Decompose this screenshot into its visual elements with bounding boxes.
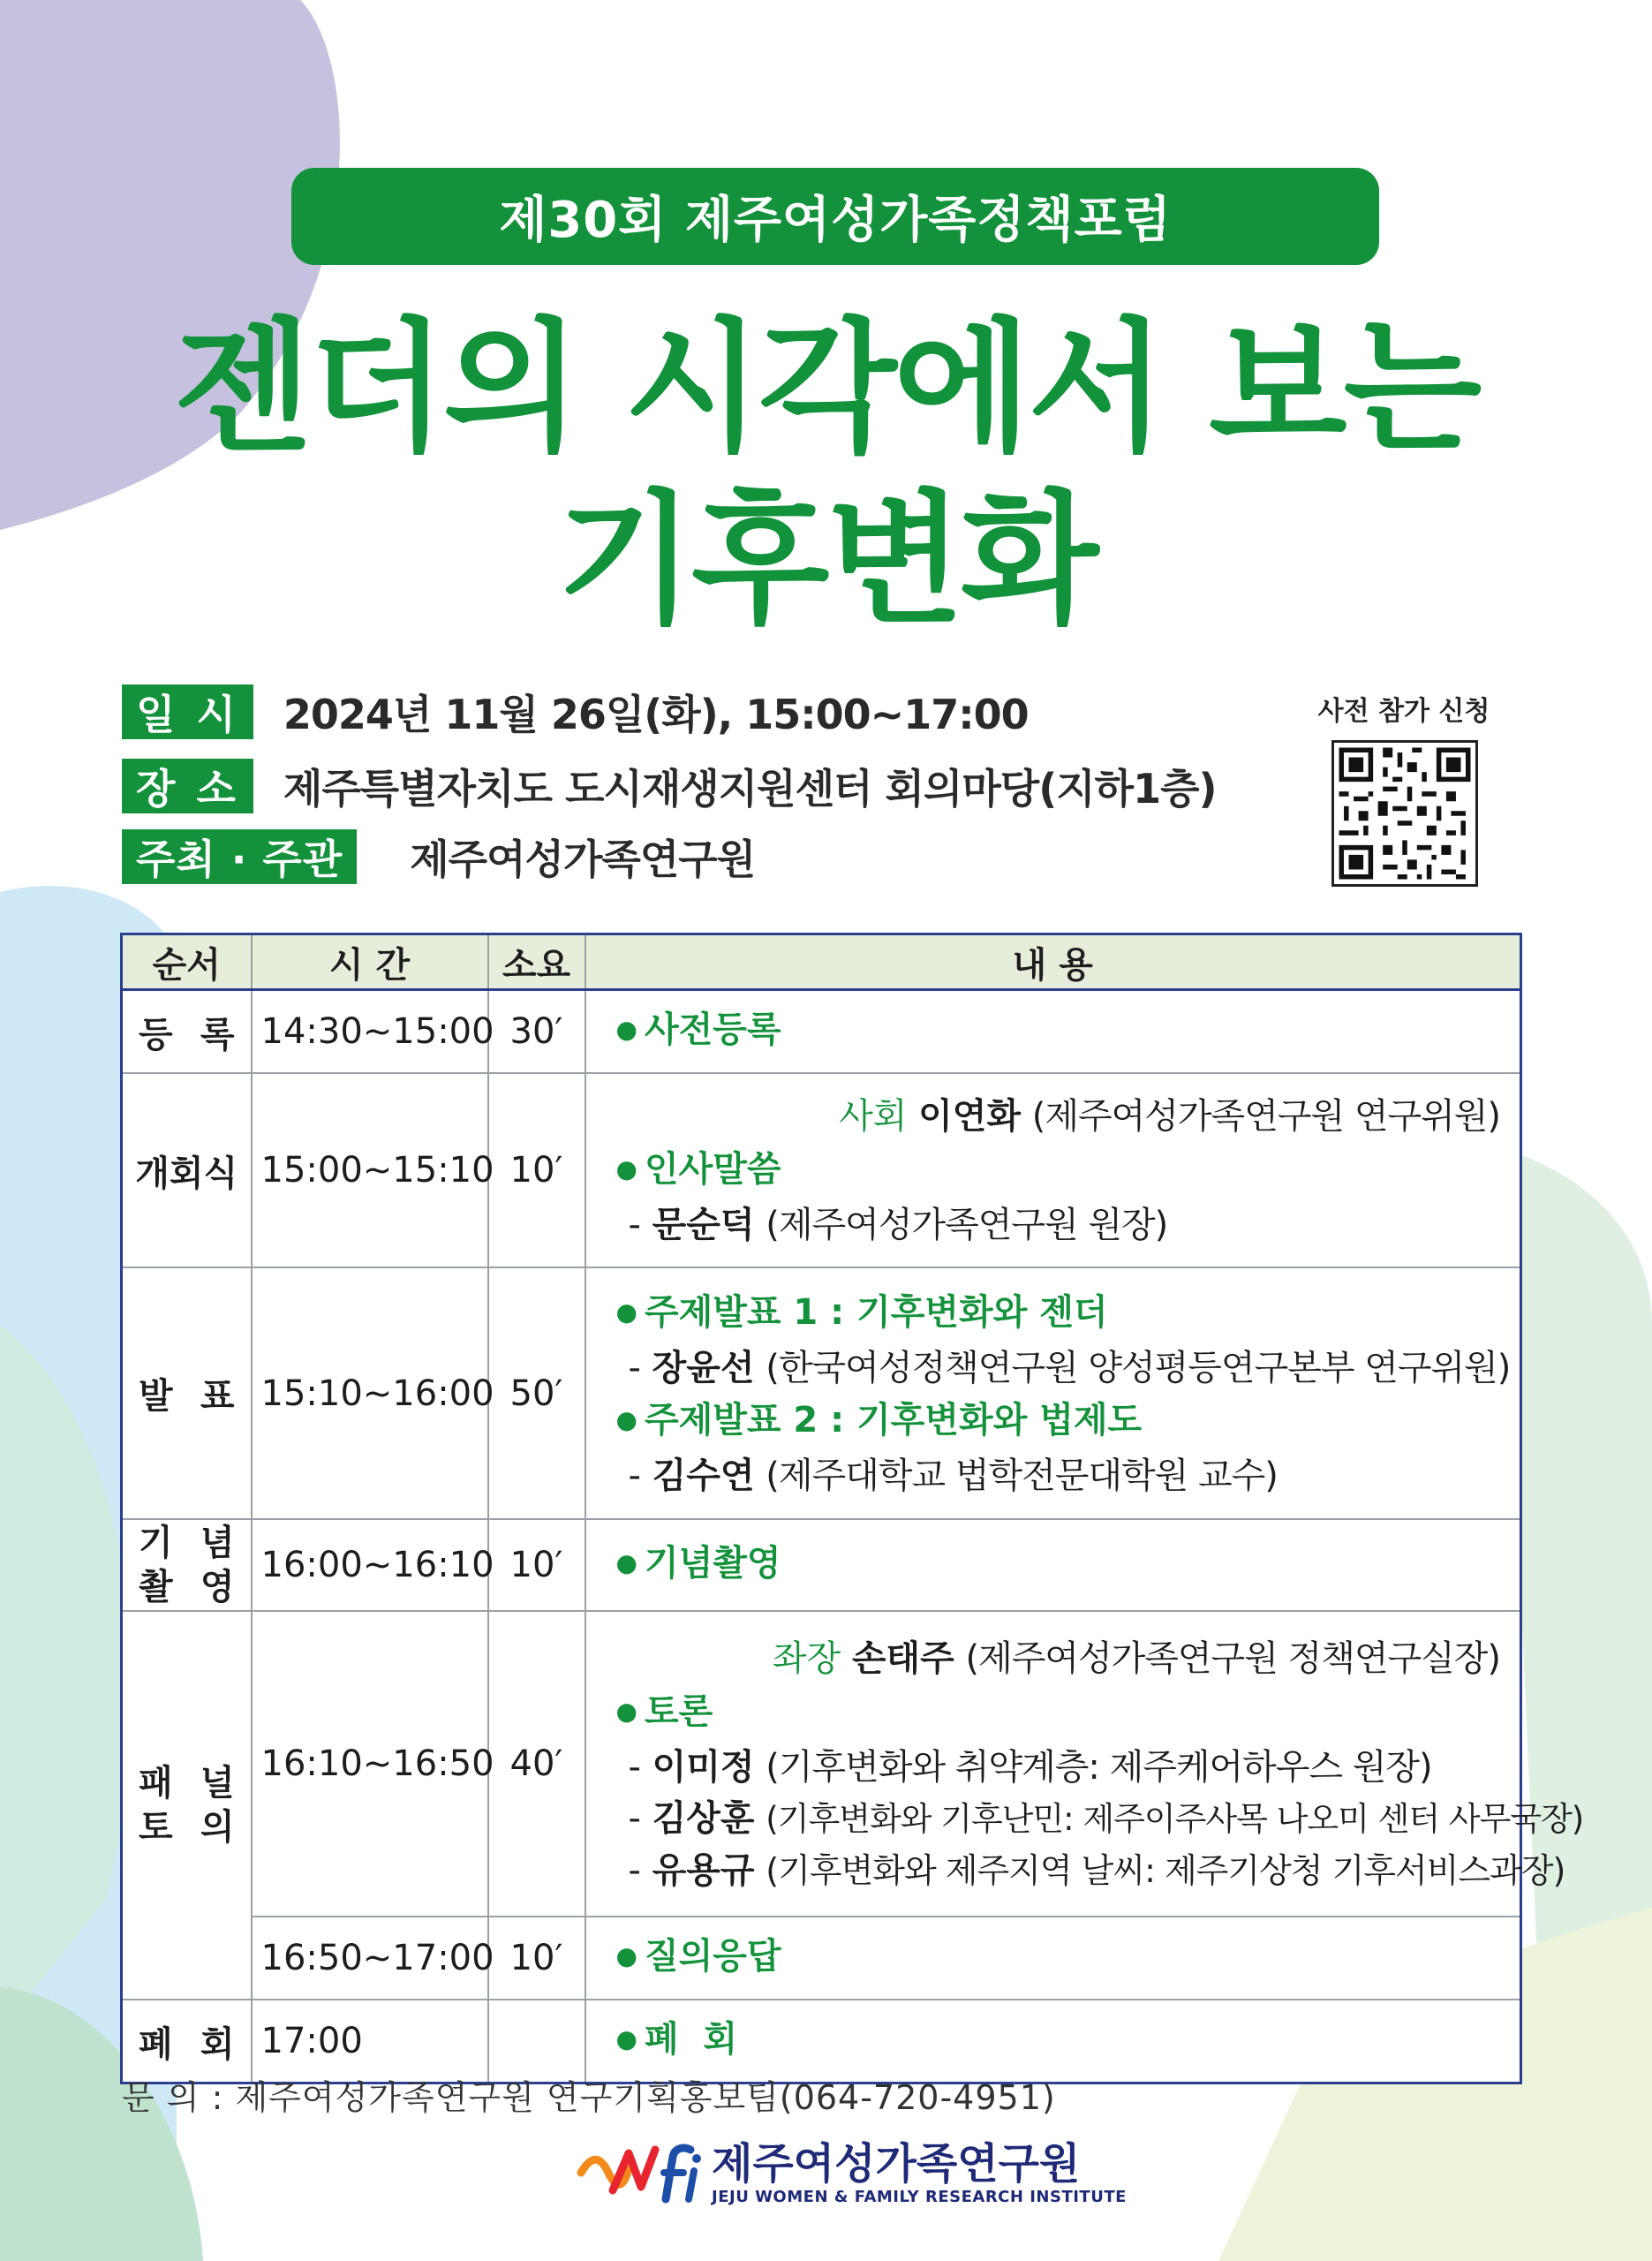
- duration-cell: 10′: [488, 1917, 585, 2000]
- date-label: 일 시: [122, 684, 253, 739]
- time-cell: 14:30~15:00: [252, 990, 488, 1074]
- item-label: 사전등록: [644, 1010, 781, 1050]
- item-label: 주제발표 1 : 기후변화와 젠더: [644, 1291, 1108, 1333]
- duration-cell: 10′: [488, 1519, 585, 1611]
- order-cell: 등 록: [122, 990, 252, 1074]
- order-cell: 폐 회: [122, 2000, 252, 2083]
- item-label: 인사말씀: [644, 1149, 781, 1190]
- item-label: 주제발표 2 : 기후변화와 법제도: [644, 1399, 1143, 1441]
- table-row-photo: [122, 1519, 1521, 1611]
- panelist-line: - 이미정 (기후변화와 취약계층: 제주케어하우스 원장): [628, 1746, 1432, 1788]
- content-cell: ● 질의응답: [585, 1917, 1521, 2000]
- main-title-line1: 젠더의 시각에서 보는: [173, 306, 1479, 472]
- duration-cell: 10′: [488, 1073, 585, 1267]
- chair-line: 좌장 손태주 (제주여성가족연구원 정책연구실장): [772, 1637, 1500, 1679]
- duration-cell: 50′: [488, 1267, 585, 1519]
- order-cell: 기 념 촬 영: [122, 1519, 252, 1611]
- content-cell: ● 주제발표 1 : 기후변화와 젠더 - 장윤선 (한국여성정책연구원 양성평등연구본부 연구위원) ● 주제발표 2 : 기후변화와 법제도 - 김수연 (제주대학교 법학전문대학원 교수): [585, 1267, 1521, 1519]
- content-cell: ● 기념촬영: [585, 1519, 1521, 1611]
- item-label: 토론: [644, 1690, 713, 1732]
- time-cell: 16:00~16:10: [252, 1519, 488, 1611]
- header-content: 내 용: [585, 934, 1521, 990]
- moderator-line: 사회 이연화 (제주여성가족연구원 연구위원): [839, 1096, 1500, 1137]
- inquiry-text: 문 의 : 제주여성가족연구원 연구기획홍보팀(064-720-4951): [122, 2078, 1056, 2117]
- table-header-row: [122, 934, 1521, 990]
- speaker-line: - 문순덕 (제주여성가족연구원 원장): [628, 1205, 1168, 1245]
- time-cell: 17:00: [252, 2000, 488, 2083]
- content-cell: 사회 이연화 (제주여성가족연구원 연구위원) ● 인사말씀 - 문순덕 (제주여성가족연구원 원장): [585, 1073, 1521, 1267]
- item-label: 기념촬영: [644, 1543, 781, 1584]
- duration-cell: 40′: [488, 1611, 585, 1917]
- wfi-logo-icon: [574, 2137, 706, 2208]
- main-title-line2: 기후변화: [556, 478, 1096, 644]
- time-cell: 15:00~15:10: [252, 1073, 488, 1267]
- qr-caption: 사전 참가 신청: [1317, 696, 1490, 727]
- time-cell: 16:10~16:50: [252, 1611, 488, 1917]
- institute-logo: [574, 2137, 1127, 2208]
- content-cell: ● 폐 회: [585, 2000, 1521, 2083]
- host-value: 제주여성가족연구원: [410, 836, 756, 883]
- forum-banner: 제30회 제주여성가족정책포럼: [291, 168, 1379, 265]
- logo-name: 제주여성가족연구원: [712, 2138, 1081, 2189]
- date-row: [122, 684, 1029, 740]
- item-label: 질의응답: [644, 1936, 781, 1977]
- order-cell: 패 널 토 의: [122, 1611, 252, 2000]
- duration-cell: 30′: [488, 990, 585, 1074]
- panelist-line: - 김상훈 (기후변화와 기후난민: 제주이주사목 나오미 센터 사무국장): [628, 1797, 1584, 1839]
- table-row-opening: [122, 1073, 1521, 1267]
- panelist-line: - 유용규 (기후변화와 제주지역 날씨: 제주기상청 기후서비스과장): [628, 1849, 1565, 1891]
- venue-value: 제주특별자치도 도시재생지원센터 회의마당(지하1층): [283, 765, 1217, 813]
- order-cell: 발 표: [122, 1267, 252, 1519]
- speaker-line: - 장윤선 (한국여성정책연구원 양성평등연구본부 연구위원): [628, 1347, 1511, 1388]
- header-duration: 소요: [488, 934, 585, 990]
- order-cell: 개회식: [122, 1073, 252, 1267]
- host-label: 주최 · 주관: [122, 829, 357, 884]
- header-time: 시 간: [252, 934, 488, 990]
- content-cell: ● 사전등록: [585, 990, 1521, 1074]
- content-cell: 좌장 손태주 (제주여성가족연구원 정책연구실장) ● 토론 - 이미정 (기후변화와 취약계층: 제주케어하우스 원장) - 김상훈 (기후변화와 기후난민: 제주이주사목 나오미 센터 사무국장) - 유용규 (기후변화와 제주지역 날씨: 제주기상청 기후서비스과장): [585, 1611, 1521, 1917]
- date-value: 2024년 11월 26일(화), 15:00~17:00: [283, 691, 1029, 738]
- table-row-panel: [122, 1611, 1521, 1917]
- header-order: 순서: [122, 934, 252, 990]
- time-cell: 15:10~16:00: [252, 1267, 488, 1519]
- registration-qr-code[interactable]: [1331, 740, 1478, 887]
- program-table: [120, 933, 1584, 2084]
- qr-code-icon: [1334, 743, 1475, 884]
- item-label: 폐 회: [644, 2019, 738, 2060]
- table-row-registration: [122, 990, 1521, 1074]
- table-row-presentation: [122, 1267, 1521, 1519]
- table-row-qa: [122, 1917, 1521, 2000]
- time-cell: 16:50~17:00: [252, 1917, 488, 2000]
- logo-english-name: JEJU WOMEN & FAMILY RESEARCH INSTITUTE: [712, 2187, 1127, 2206]
- venue-label: 장 소: [122, 759, 253, 813]
- venue-row: [122, 758, 1217, 814]
- host-row: [122, 828, 755, 885]
- speaker-line: - 김수연 (제주대학교 법학전문대학원 교수): [628, 1455, 1278, 1496]
